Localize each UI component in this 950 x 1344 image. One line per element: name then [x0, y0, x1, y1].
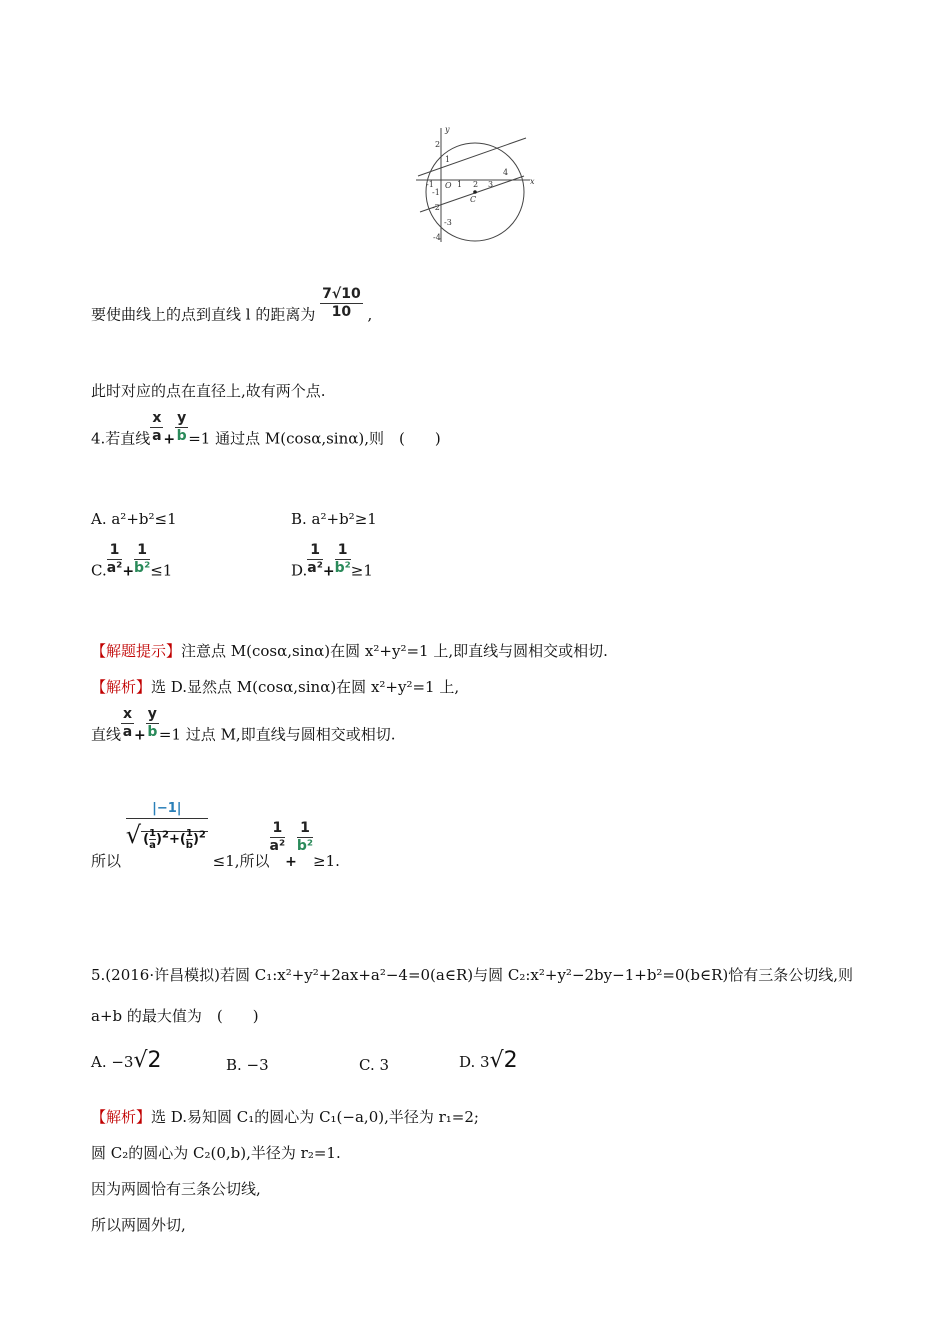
- solution-4-line3: 所以 |−1| √ ( $\frac{1}{a}$ )$^2$+( $\frac{1}{b}$ )$^2$ ≤1,所以 $\frac{1}{\text{a²}}$ + $\frac{1}{\text{b²}}$ ≥1.: [91, 801, 340, 870]
- question-4: 4.若直线 $\frac{x}{a}$ + $\frac{y}{b}$ =1 通过点 M(cosα,sinα),则 ( ): [91, 410, 441, 448]
- point-c: [473, 190, 477, 194]
- solution-5-line1: 【解析】选 D.易知圆 C₁的圆心为 C₁(−a,0),半径为 r₁=2;: [91, 1108, 479, 1126]
- q5-option-d: D. 3√2: [459, 1048, 518, 1073]
- axis-y-label: y: [445, 125, 450, 134]
- solution-4-line2: 直线 $\frac{x}{a}$ + $\frac{y}{b}$ =1 过点 M,即直线与圆相交或相切.: [91, 706, 396, 744]
- q5-option-a: A. −3√2: [91, 1048, 162, 1073]
- question-5-line2: a+b 的最大值为 ( ): [91, 1007, 259, 1025]
- ytick: 1: [445, 155, 451, 164]
- ytick: -2: [432, 203, 440, 212]
- axis-x-label: x: [530, 177, 535, 186]
- solution-5-line2: 圆 C₂的圆心为 C₂(0,b),半径为 r₂=1.: [91, 1144, 341, 1162]
- option-d: D. $\frac{1}{\text{a²}}$ + $\frac{1}{\text{b²}}$ ≥1: [291, 542, 373, 580]
- xtick: 4: [503, 168, 509, 177]
- option-b: B. a²+b²≥1: [291, 510, 377, 528]
- ytick: -3: [444, 218, 452, 227]
- option-c: C. $\frac{1}{\text{a²}}$ + $\frac{1}{\text{b²}}$ ≤1: [91, 542, 173, 580]
- question-5-line1: 5.(2016·许昌模拟)若圆 C₁:x²+y²+2ax+a²−4=0(a∈R)与圆 C₂:x²+y²−2by−1+b²=0(b∈R)恰有三条公切线,则: [91, 966, 854, 984]
- solution-5-line3: 因为两圆恰有三条公切线,: [91, 1180, 261, 1198]
- ytick: -4: [433, 233, 441, 242]
- option-a: A. a²+b²≤1: [91, 510, 177, 528]
- distance-formula: |−1| √ ( $\frac{1}{a}$ )$^2$+( $\frac{1}{b}$ )$^2$: [125, 801, 206, 851]
- paragraph-distance: 要使曲线上的点到直线 l 的距离为 $\frac{7√10}{10}$ ,: [91, 286, 373, 324]
- xtick: 3: [488, 180, 494, 189]
- point-c-label: C: [470, 195, 477, 204]
- paragraph-two-points: 此时对应的点在直径上,故有两个点.: [91, 382, 326, 400]
- q5-option-c: C. 3: [359, 1056, 390, 1074]
- xtick: -1: [426, 180, 434, 189]
- hint-tag: 【解题提示】: [91, 642, 182, 660]
- ytick: -1: [432, 188, 440, 197]
- coordinate-figure: [412, 124, 542, 246]
- fraction-7root10-over-10: $\frac{7√10}{10}$: [322, 286, 361, 320]
- xtick: 2: [473, 180, 479, 189]
- ytick: 2: [435, 140, 441, 149]
- xtick: 1: [457, 180, 463, 189]
- q5-option-b: B. −3: [226, 1056, 269, 1074]
- origin-label: O: [445, 181, 452, 190]
- solution-4-line1: 【解析】选 D.显然点 M(cosα,sinα)在圆 x²+y²=1 上,: [91, 678, 460, 696]
- hint: 【解题提示】注意点 M(cosα,sinα)在圆 x²+y²=1 上,即直线与圆相交或相切.: [91, 642, 608, 660]
- solution-5-line4: 所以两圆外切,: [91, 1216, 186, 1234]
- text: 要使曲线上的点到直线 l 的距离为: [91, 305, 316, 324]
